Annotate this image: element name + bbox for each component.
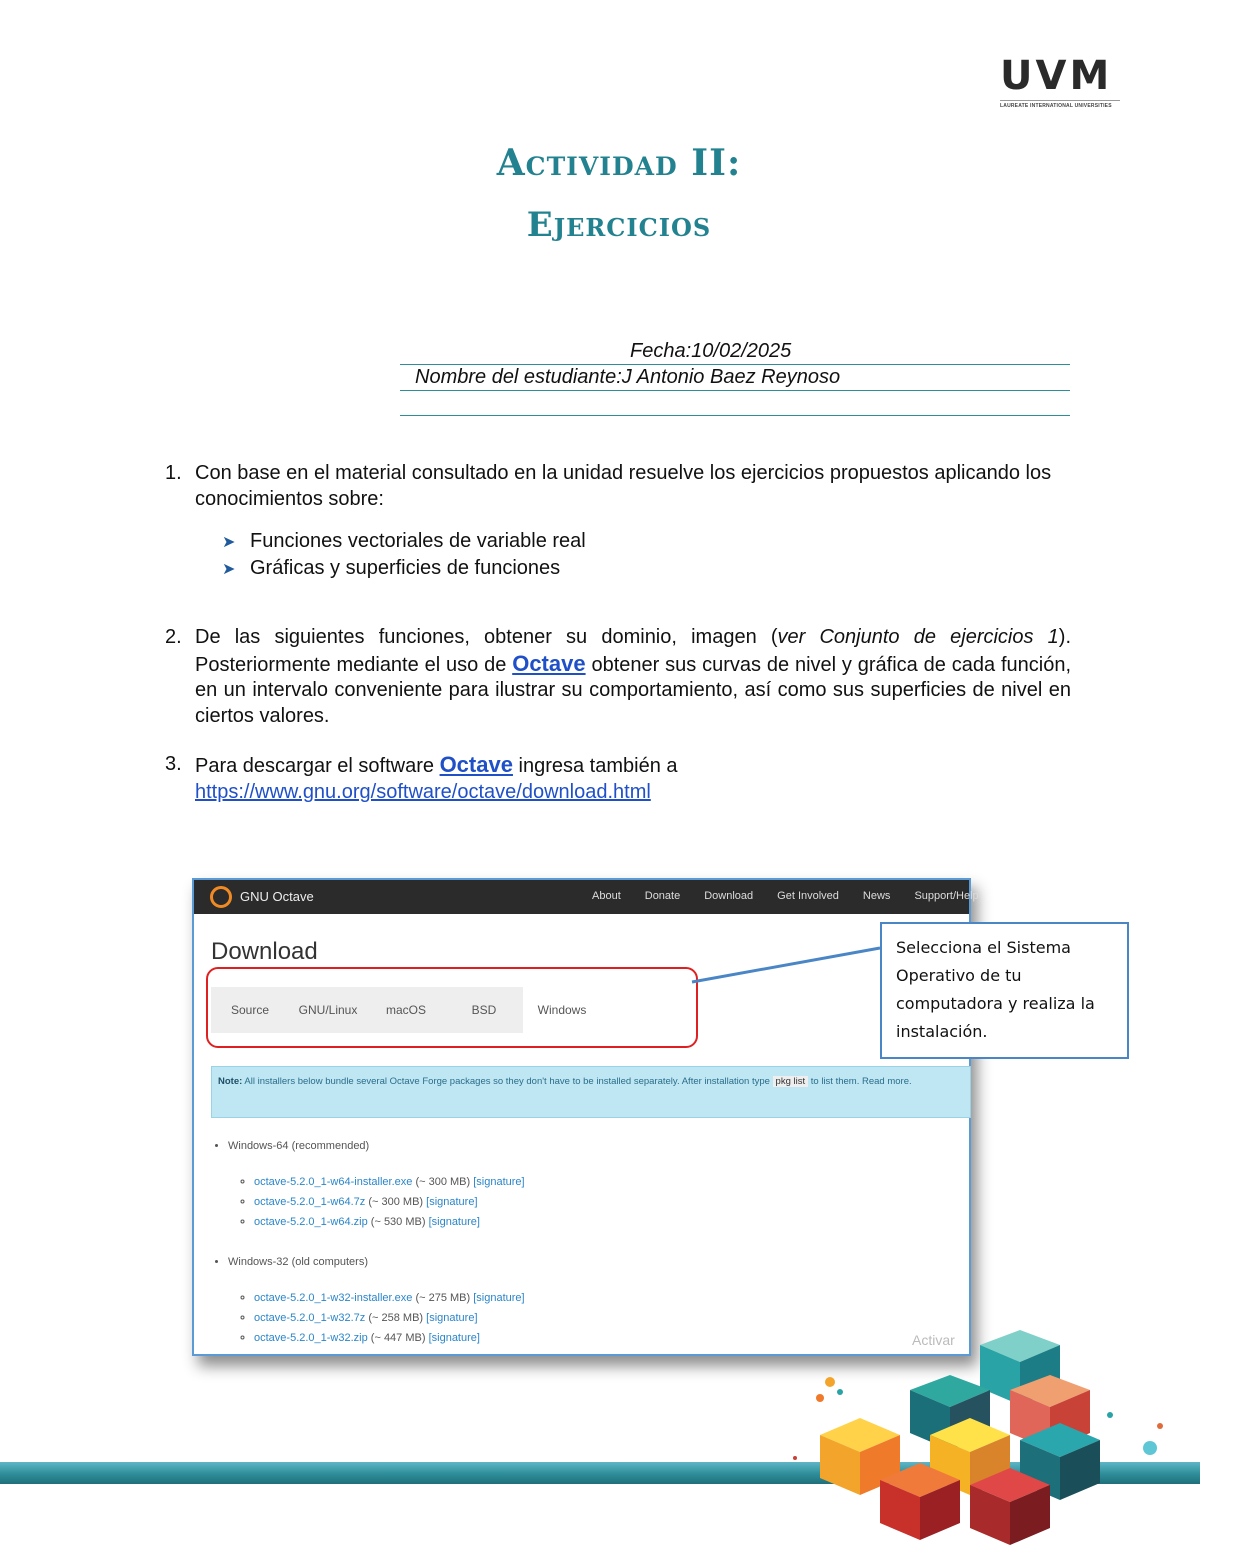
group-label: Windows-64 (recommended) [228,1140,370,1152]
arrow-bullet-icon: ➤ [222,561,236,578]
nav-get-involved[interactable]: Get Involved [777,890,839,902]
group-label: Windows-32 (old computers) [228,1256,368,1268]
note-tail[interactable]: to list them. Read more. [810,1076,912,1087]
file-size: (~ 300 MB) [368,1196,424,1208]
file-size: (~ 275 MB) [415,1292,471,1304]
uvm-logo [1000,53,1120,109]
nav-links [592,890,979,902]
signature-link[interactable]: [signature] [426,1196,478,1208]
arrow-bullet-icon: ➤ [222,534,236,551]
text-segment: obtener sus curvas de nivel y gráfica de cada función, en un intervalo conveniente para ilustrar su comportamiento, así como sus superficies de nivel en ciertos valores. [195,653,1072,727]
file-link[interactable]: octave-5.2.0_1-w64-installer.exe [254,1176,413,1188]
brand[interactable]: GNU Octave [240,889,314,904]
text-segment: ). Posteriormente mediante el uso de [195,626,1071,676]
signature-link[interactable]: [signature] [473,1176,525,1188]
fecha-field [400,340,1070,365]
nav-news[interactable]: News [862,890,891,902]
tab-macos[interactable]: macOS [367,987,445,1033]
item-number: 2. [165,626,182,648]
nav-support[interactable]: Support/Help [914,890,979,902]
download-url-link[interactable]: https://www.gnu.org/software/octave/download.html [195,780,651,803]
nav-download[interactable]: Download [704,890,754,902]
item-number: 1. [165,462,182,484]
signature-link[interactable]: [signature] [428,1216,480,1228]
signature-link[interactable]: [signature] [473,1292,525,1304]
nav-about[interactable]: About [592,890,621,902]
item-text: Con base en el material consultado en la unidad resuelve los ejercicios propuestos aplicando los conocimientos sobre: [195,462,1052,510]
download-group [214,1252,525,1348]
download-group [214,1136,525,1232]
note-code: pkg list [773,1076,809,1087]
text-segment: ingresa también a [512,755,678,777]
nombre-text: Nombre del estudiante:J Antonio Baez Reynoso [415,366,841,388]
text-italic: ver Conjunto de ejercicios 1 [777,626,1059,648]
item-text [195,752,1071,805]
octave-download-screenshot [192,878,979,1356]
note-alert [211,1066,971,1118]
text-segment: De las siguientes funciones, obtener su dominio, imagen ( [195,626,778,648]
file-size: (~ 447 MB) [370,1332,426,1344]
note-text: All installers below bundle several Octave Forge packages so they don't have to be installed separately. After installation type [244,1076,770,1087]
file-link[interactable]: octave-5.2.0_1-w64.7z [254,1196,366,1208]
note-label: Note: [218,1076,243,1087]
download-heading: Download [211,938,318,965]
octave-link[interactable]: Octave [512,650,586,676]
highlight-box [206,967,698,1048]
file-link[interactable]: octave-5.2.0_1-w64.zip [254,1216,368,1228]
file-size: (~ 258 MB) [368,1312,424,1324]
tab-gnu-linux[interactable]: GNU/Linux [289,987,367,1033]
bullet-text: Gráficas y superficies de funciones [250,557,561,579]
file-link[interactable]: octave-5.2.0_1-w32.zip [254,1332,368,1344]
list-item [254,1328,525,1348]
activation-watermark: Activar [912,1332,955,1348]
nav-donate[interactable]: Donate [644,890,681,902]
page-title: Actividad II: [496,142,742,184]
instruction-callout: Selecciona el Sistema Operativo de tu computadora y realiza la instalación. [880,922,1129,1059]
tab-windows[interactable]: Windows [523,987,601,1033]
bullet-text: Funciones vectoriales de variable real [250,530,586,552]
logo-tagline: LAUREATE INTERNATIONAL UNIVERSITIES [1000,100,1120,109]
signature-link[interactable]: [signature] [428,1332,480,1344]
file-link[interactable]: octave-5.2.0_1-w32-installer.exe [254,1292,413,1304]
list-item [254,1192,525,1212]
list-item [254,1212,525,1232]
tab-bsd[interactable]: BSD [445,987,523,1033]
list-item [254,1172,525,1192]
blank-line [400,392,1070,416]
fecha-text: Fecha:10/02/2025 [630,340,792,362]
octave-link[interactable]: Octave [439,752,513,777]
list-item [254,1288,525,1308]
decorative-cubes [780,1330,1200,1553]
file-size: (~ 530 MB) [370,1216,426,1228]
text-segment: Para descargar el software [195,755,440,777]
octave-logo-icon [210,886,232,908]
signature-link[interactable]: [signature] [426,1312,478,1324]
nombre-field [400,366,1070,391]
bullet-item [222,530,586,553]
bullet-item [222,557,560,580]
file-link[interactable]: octave-5.2.0_1-w32.7z [254,1312,366,1324]
logo-text: UVM [1000,53,1113,99]
file-size: (~ 300 MB) [415,1176,471,1188]
tab-source[interactable]: Source [211,987,289,1033]
item-text [195,625,1071,729]
page-subtitle: Ejercicios [526,205,712,245]
item-number: 3. [165,753,182,775]
list-item [254,1308,525,1328]
navbar [194,880,979,914]
